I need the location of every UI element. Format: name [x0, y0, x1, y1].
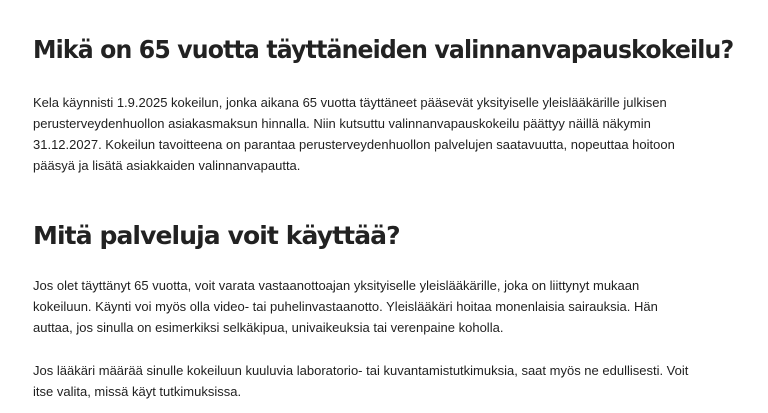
text-line: kokeiluun. Käynti voi myös olla video- tai puhelinvastaanotto. Yleislääkäri hoitaa monenlaisia sairauksia. Hän	[33, 299, 658, 314]
paragraph-services-booking	[33, 275, 739, 338]
text-line: Kela käynnisti 1.9.2025 kokeilun, jonka aikana 65 vuotta täyttäneet pääsevät yksityiselle yleislääkärille julkisen	[33, 95, 667, 110]
text-line: itse valita, missä käyt tutkimuksissa.	[33, 384, 242, 399]
text-line: auttaa, jos sinulla on esimerkiksi selkäkipua, univaikeuksia tai verenpaine koholla.	[33, 320, 504, 335]
section-heading-services: Mitä palveluja voit käyttää?	[33, 221, 400, 250]
text-line: pääsyä ja lisätä asiakkaiden valinnanvapautta.	[33, 158, 301, 173]
section-heading-trial: Mikä on 65 vuotta täyttäneiden valinnanvapauskokeilu?	[33, 35, 734, 64]
text-line: perusterveydenhuollon asiakasmaksun hinnalla. Niin kutsuttu valinnanvapauskokeilu päättyy näillä näkymin	[33, 116, 651, 131]
paragraph-services-tests	[33, 360, 739, 402]
text-line: 31.12.2027. Kokeilun tavoitteena on parantaa perusterveydenhuollon palvelujen saatavuutta, nopeuttaa hoitoon	[33, 137, 675, 152]
paragraph-trial-intro	[33, 92, 739, 176]
text-line: Jos olet täyttänyt 65 vuotta, voit varata vastaanottoajan yksityiselle yleislääkärille, joka on liittynyt mukaan	[33, 278, 640, 293]
text-line: Jos lääkäri määrää sinulle kokeiluun kuuluvia laboratorio- tai kuvantamistutkimuksia, saat myös ne edullisesti. Voit	[33, 363, 689, 378]
